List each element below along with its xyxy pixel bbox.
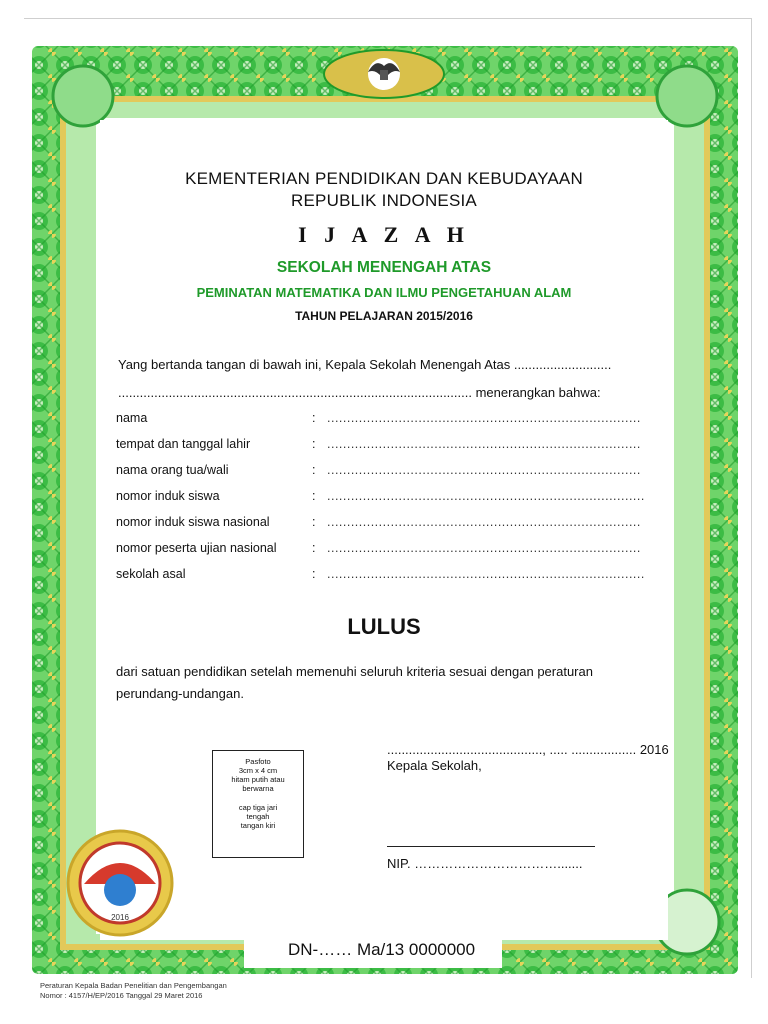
serial-number: DN-…… Ma/13 0000000 xyxy=(288,940,476,959)
photo-box-line-3: hitam putih atau xyxy=(231,775,285,784)
certificate-title: I J A Z A H xyxy=(298,222,470,247)
field-colon: : xyxy=(312,515,316,529)
field-colon: : xyxy=(312,411,316,425)
field-colon: : xyxy=(312,463,316,477)
photo-box-line-1: Pasfoto xyxy=(245,757,271,766)
photo-box-line-7: tangan kiri xyxy=(240,821,276,830)
program-specialization: PEMINATAN MATEMATIKA DAN ILMU PENGETAHUAN ALAM xyxy=(196,285,572,300)
corner-medallion-top-left xyxy=(53,66,113,126)
result-status: LULUS xyxy=(347,614,421,639)
statement-line-2: perundang-undangan. xyxy=(116,686,244,701)
academic-year: TAHUN PELAJARAN 2015/2016 xyxy=(295,309,473,323)
field-colon: : xyxy=(312,437,316,451)
photo-box xyxy=(212,750,304,858)
signature-nip: NIP. ……………………………....... xyxy=(387,856,583,871)
field-value: ............................................................................... xyxy=(327,463,641,477)
field-value: ............................................................................... xyxy=(327,411,641,425)
field-label: nomor induk siswa xyxy=(116,489,220,503)
ministry-line-2: REPUBLIK INDONESIA xyxy=(291,191,477,210)
field-label: tempat dan tanggal lahir xyxy=(116,437,251,451)
intro-line-1: Yang bertanda tangan di bawah ini, Kepala Sekolah Menengah Atas ........................... xyxy=(118,357,612,372)
signature-line xyxy=(387,846,595,847)
photo-box-line-6: tengah xyxy=(246,812,270,821)
photo-box-line-4: berwarna xyxy=(242,784,274,793)
photo-box-line-2: 3cm x 4 cm xyxy=(238,766,278,775)
field-label: nama xyxy=(116,411,148,425)
field-value: ............................................................................... xyxy=(327,515,641,529)
footer-number: Nomor : 4157/H/EP/2016 Tanggal 29 Maret 2016 xyxy=(40,991,203,1000)
field-value: ................................................................................ xyxy=(327,567,645,581)
field-value: ............................................................................... xyxy=(327,541,641,555)
signature-title: Kepala Sekolah, xyxy=(387,758,482,773)
intro-line-2: .................................................................................................. menerangkan bahwa: xyxy=(118,385,601,400)
ministry-heading xyxy=(0,168,768,212)
photo-box-line-5: cap tiga jari xyxy=(238,803,278,812)
field-value: ............................................................................... xyxy=(327,437,641,451)
education-seal-icon xyxy=(50,828,190,938)
corner-medallion-top-right xyxy=(657,66,717,126)
footer-regulation: Peraturan Kepala Badan Penelitian dan Pengembangan xyxy=(40,981,227,990)
garuda-emblem-icon xyxy=(368,58,400,90)
ministry-line-1: KEMENTERIAN PENDIDIKAN DAN KEBUDAYAAN xyxy=(185,169,583,188)
field-label: nama orang tua/wali xyxy=(116,463,229,477)
seal-year: 2016 xyxy=(111,913,129,922)
field-colon: : xyxy=(312,567,316,581)
field-value: ................................................................................ xyxy=(327,489,645,503)
field-colon: : xyxy=(312,541,316,555)
signature-place-date: ..........................................., ..... .................. 2016 xyxy=(387,742,669,757)
field-colon: : xyxy=(312,489,316,503)
school-level: SEKOLAH MENENGAH ATAS xyxy=(276,259,492,276)
statement-line-1: dari satuan pendidikan setelah memenuhi seluruh kriteria sesuai dengan peraturan xyxy=(116,664,593,679)
field-label: sekolah asal xyxy=(116,567,186,581)
field-label: nomor peserta ujian nasional xyxy=(116,541,277,555)
field-label: nomor induk siswa nasional xyxy=(116,515,270,529)
